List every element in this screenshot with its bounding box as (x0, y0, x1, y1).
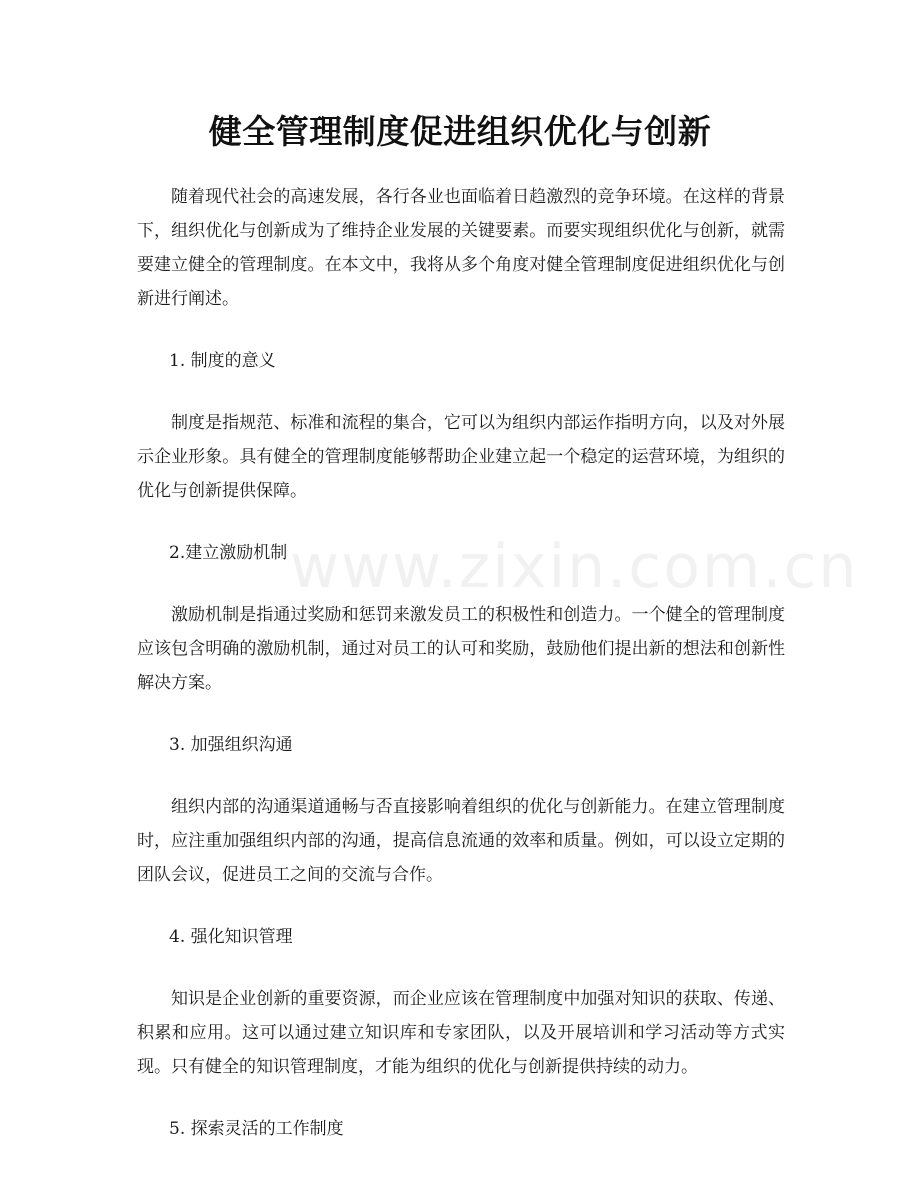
section-heading-3: 3. 加强组织沟通 (169, 735, 293, 755)
intro-paragraph: 随着现代社会的高速发展，各行各业也面临着日趋激烈的竞争环境。在这样的背景下，组织优化与创新成为了维持企业发展的关键要素。而要实现组织优化与创新，就需要建立健全的管理制度。在本文中，我将从多个角度对健全管理制度促进组织优化与创新进行阐述。 (137, 187, 785, 309)
document-body (137, 180, 785, 1174)
page-title: 健全管理制度促进组织优化与创新 (208, 112, 712, 151)
section-heading-4: 4. 强化知识管理 (169, 927, 293, 947)
section-heading-5: 5. 探索灵活的工作制度 (169, 1119, 344, 1139)
section-body-3: 组织内部的沟通渠道通畅与否直接影响着组织的优化与创新能力。在建立管理制度时，应注重加强组织内部的沟通，提高信息流通的效率和质量。例如，可以设立定期的团队会议，促进员工之间的交流与合作。 (137, 797, 785, 885)
section-body-2: 激励机制是指通过奖励和惩罚来激发员工的积极性和创造力。一个健全的管理制度应该包含明确的激励机制，通过对员工的认可和奖励，鼓励他们提出新的想法和创新性解决方案。 (137, 605, 785, 693)
section-heading-2: 2.建立激励机制 (169, 543, 288, 563)
watermark: www.zixin.com.cn (290, 532, 859, 602)
section-body-4: 知识是企业创新的重要资源，而企业应该在管理制度中加强对知识的获取、传递、积累和应用。这可以通过建立知识库和专家团队，以及开展培训和学习活动等方式实现。只有健全的知识管理制度，才能为组织的优化与创新提供持续的动力。 (137, 989, 785, 1077)
section-heading-1: 1. 制度的意义 (169, 351, 276, 371)
section-body-1: 制度是指规范、标准和流程的集合，它可以为组织内部运作指明方向，以及对外展示企业形象。具有健全的管理制度能够帮助企业建立起一个稳定的运营环境，为组织的优化与创新提供保障。 (137, 413, 785, 501)
